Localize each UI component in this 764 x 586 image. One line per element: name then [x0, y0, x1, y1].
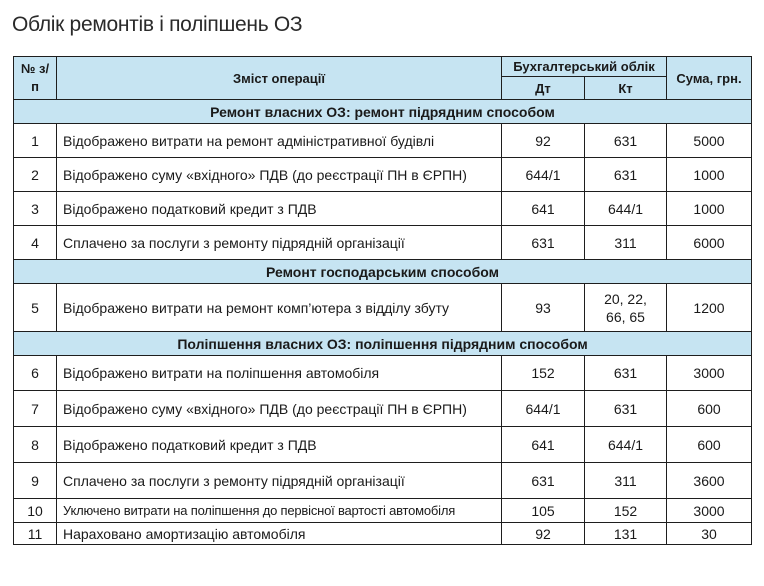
section-3: [14, 332, 752, 545]
table-row: [14, 499, 752, 523]
row-amount: 3000: [667, 499, 752, 523]
table-row: [14, 192, 752, 226]
row-operation: Відображено податковий кредит з ПДВ: [57, 192, 502, 226]
page-title: Облік ремонтів і поліпшень ОЗ: [12, 13, 303, 36]
row-amount: 600: [667, 391, 752, 427]
row-credit: 631: [585, 391, 667, 427]
row-number: 7: [14, 391, 57, 427]
header-credit: Кт: [585, 77, 667, 100]
table-row: [14, 523, 752, 545]
row-operation: Відображено витрати на ремонт адміністративної будівлі: [57, 124, 502, 158]
row-debit: 152: [502, 356, 585, 391]
row-amount: 1000: [667, 158, 752, 192]
header-accounting: Бухгалтерський облік: [502, 57, 667, 77]
table-row: [14, 226, 752, 260]
row-debit: 644/1: [502, 391, 585, 427]
row-amount: 5000: [667, 124, 752, 158]
row-amount: 3000: [667, 356, 752, 391]
section-label: Поліпшення власних ОЗ: поліпшення підрядним способом: [14, 332, 752, 356]
row-debit: 641: [502, 192, 585, 226]
header-amount: Сума, грн.: [667, 57, 752, 100]
row-operation: Відображено податковий кредит з ПДВ: [57, 427, 502, 463]
row-amount: 30: [667, 523, 752, 545]
row-credit: 644/1: [585, 427, 667, 463]
section-label: Ремонт власних ОЗ: ремонт підрядним способом: [14, 100, 752, 124]
row-operation: Нараховано амортизацію автомобіля: [57, 523, 502, 545]
row-number: 11: [14, 523, 57, 545]
row-number: 9: [14, 463, 57, 499]
section-1: [14, 100, 752, 260]
row-amount: 1200: [667, 284, 752, 332]
row-credit: 644/1: [585, 192, 667, 226]
row-operation: Сплачено за послуги з ремонту підрядній організації: [57, 226, 502, 260]
row-operation: Відображено витрати на поліпшення автомобіля: [57, 356, 502, 391]
row-debit: 92: [502, 124, 585, 158]
row-amount: 1000: [667, 192, 752, 226]
row-debit: 105: [502, 499, 585, 523]
row-operation: Сплачено за послуги з ремонту підрядній організації: [57, 463, 502, 499]
row-number: 6: [14, 356, 57, 391]
section-label: Ремонт господарським способом: [14, 260, 752, 284]
row-credit: 20, 22, 66, 65: [585, 284, 667, 332]
accounting-table: [13, 56, 752, 545]
row-credit: 131: [585, 523, 667, 545]
row-credit: 311: [585, 226, 667, 260]
table-row: [14, 356, 752, 391]
row-number: 8: [14, 427, 57, 463]
row-number: 3: [14, 192, 57, 226]
table-row: [14, 427, 752, 463]
header-content: Зміст операції: [57, 57, 502, 100]
row-number: 1: [14, 124, 57, 158]
row-debit: 631: [502, 463, 585, 499]
row-credit: 631: [585, 158, 667, 192]
row-operation: Відображено суму «вхідного» ПДВ (до реєстрації ПН в ЄРПН): [57, 158, 502, 192]
row-number: 2: [14, 158, 57, 192]
row-credit: 631: [585, 356, 667, 391]
row-number: 5: [14, 284, 57, 332]
row-operation: Відображено суму «вхідного» ПДВ (до реєстрації ПН в ЄРПН): [57, 391, 502, 427]
row-number: 4: [14, 226, 57, 260]
row-operation: Відображено витрати на ремонт комп’ютера з відділу збуту: [57, 284, 502, 332]
row-debit: 644/1: [502, 158, 585, 192]
row-debit: 641: [502, 427, 585, 463]
row-debit: 93: [502, 284, 585, 332]
table-row: [14, 284, 752, 332]
table-row: [14, 463, 752, 499]
row-amount: 600: [667, 427, 752, 463]
row-amount: 3600: [667, 463, 752, 499]
header-num: № з/п: [14, 57, 57, 100]
row-debit: 92: [502, 523, 585, 545]
row-amount: 6000: [667, 226, 752, 260]
table-row: [14, 158, 752, 192]
section-2: [14, 260, 752, 332]
table-row: [14, 124, 752, 158]
table-row: [14, 391, 752, 427]
row-debit: 631: [502, 226, 585, 260]
row-credit: 631: [585, 124, 667, 158]
row-credit: 152: [585, 499, 667, 523]
row-credit: 311: [585, 463, 667, 499]
row-operation: Уключено витрати на поліпшення до первісної вартості автомобіля: [57, 499, 502, 523]
header-debit: Дт: [502, 77, 585, 100]
row-number: 10: [14, 499, 57, 523]
